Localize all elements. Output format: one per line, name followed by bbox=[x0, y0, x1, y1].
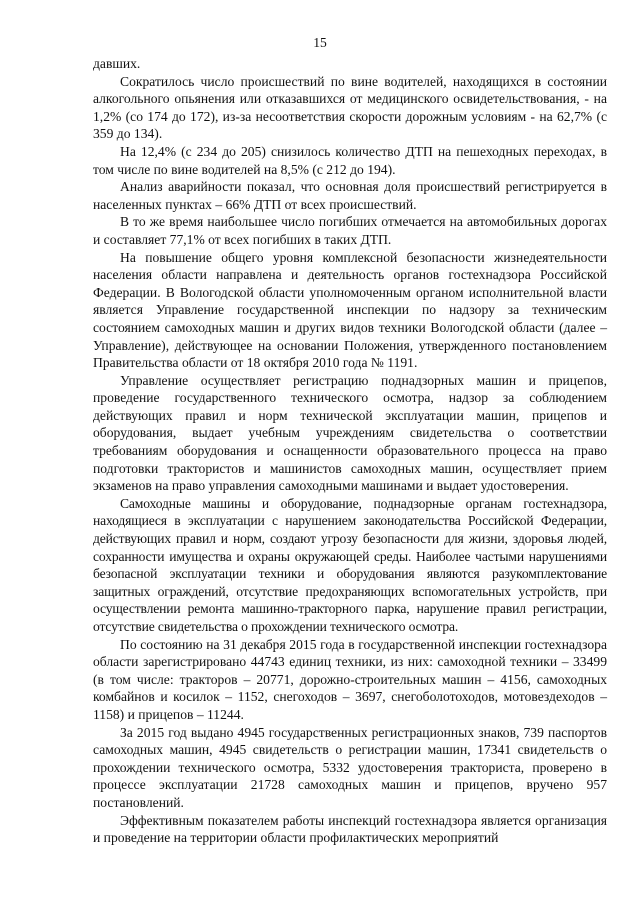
paragraph-highway-deaths: В то же время наибольшее число погибших отмечается на автомобильных дорогах и составляет 77,1% от всех погибших в таких ДТП. bbox=[93, 214, 607, 247]
paragraph-gostekhnadzor: На повышение общего уровня комплексной безопасности жизнедеятельности населения области направлена и деятельность органов гостехнадзора Российской Федерации. В Вологодской области уполномоченным органом исполнительной власти является Управление государственной инспекции по надзору за техническим состоянием самоходных машин и других видов техники Вологодской области (далее – Управление), действующее на основании Положения, утвержденного постановлением Правительства области от 18 октября 2010 года № 1191. bbox=[93, 249, 607, 371]
paragraph-management-functions: Управление осуществляет регистрацию поднадзорных машин и прицепов, проведение государственного технического осмотра, надзор за соблюдением действующих правил и норм технической эксплуатации машин, прицепов и оборудования, выдает учебным учреждениям свидетельства о соответствии требованиям оборудования и оснащенности образовательного процесса на право подготовки трактористов и машинистов самоходных машин, осуществляет прием экзаменов на право управления самоходными машинами и выдает удостоверения. bbox=[93, 372, 607, 494]
paragraph-issued-documents: За 2015 год выдано 4945 государственных регистрационных знаков, 739 паспортов самоходных машин, 4945 свидетельств о регистрации машин, 17341 свидетельств о прохождении технического осмотра, 5332 удостоверения тракториста, проверено в процессе эксплуатации 21728 самоходных машин и прицепов, вручено 957 постановлений. bbox=[93, 724, 607, 810]
body-text bbox=[93, 55, 607, 847]
paragraph-violations: Самоходные машины и оборудование, поднадзорные органам гостехнадзора, находящиеся в эксплуатации с нарушением законодательства Российской Федерации, действующих правил и норм, создают угрозу безопасности для жизни, здоровья людей, сохранности имущества и охраны окружающей среды. Наиболее частыми нарушениями безопасной эксплуатации техники и оборудования являются разукомплектование защитных ограждений, отсутствие предохраняющих вспомогательных устройств, при осуществлении ремонта машинно-тракторного парка, нарушение правил регистрации, отсутствие свидетельства о прохождении технического осмотра. bbox=[93, 495, 607, 634]
paragraph-registered-equipment: По состоянию на 31 декабря 2015 года в государственной инспекции гостехнадзора области зарегистрировано 44743 единиц техники, из них: самоходной техники – 33499 (в том числе: тракторов – 20771, дорожно-строительных машин – 4156, самоходных комбайнов и косилок – 1152, снегоходов – 3697, снегоболотоходов, мотовездеходов – 1158) и прицепов – 11244. bbox=[93, 636, 607, 722]
page-number: 15 bbox=[313, 35, 327, 50]
paragraph-preventive-measures: Эффективным показателем работы инспекций гостехнадзора является организация и проведение на территории области профилактических мероприятий bbox=[93, 812, 607, 846]
paragraph-drunk-drivers: Сократилось число происшествий по вине водителей, находящихся в состоянии алкогольного опьянения или отказавшихся от медицинского освидетельствования, - на 1,2% (со 174 до 172), из-за несоответствия скорости дорожным условиям - на 62,7% (с 359 до 134). bbox=[93, 73, 607, 142]
paragraph-pedestrian-crossings: На 12,4% (с 234 до 205) снизилось количество ДТП на пешеходных переходах, в том числе по вине водителей на 8,5% (с 212 до 194). bbox=[93, 143, 607, 177]
paragraph-continuation: давших. bbox=[93, 56, 141, 71]
paragraph-settlements: Анализ аварийности показал, что основная доля происшествий регистрируется в населенных пунктах – 66% ДТП от всех происшествий. bbox=[93, 179, 607, 212]
